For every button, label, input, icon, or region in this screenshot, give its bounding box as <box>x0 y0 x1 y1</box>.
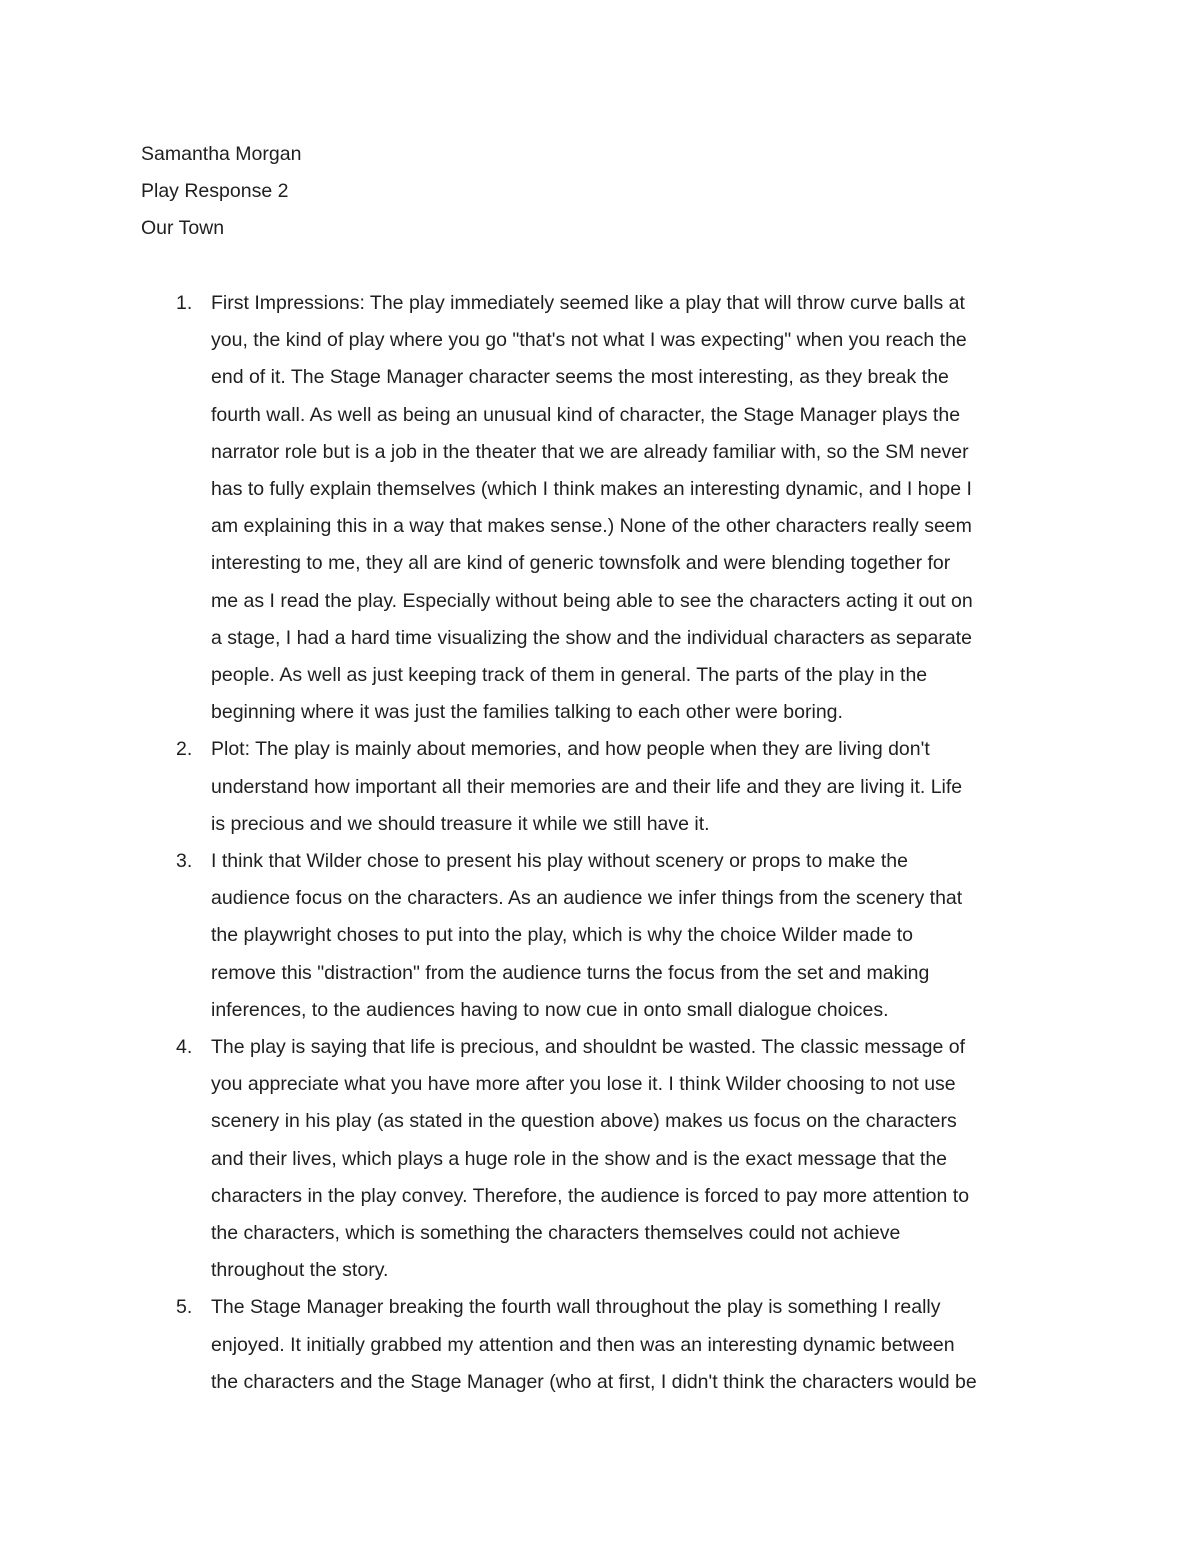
author-name: Samantha Morgan <box>141 143 302 165</box>
response-line: the playwright choses to put into the play, which is why the choice Wilder made to <box>211 924 913 947</box>
response-item-2 <box>141 731 1081 843</box>
assignment-title: Play Response 2 <box>141 180 289 203</box>
response-line: interesting to me, they all are kind of generic townsfolk and were blending together for <box>211 552 951 575</box>
response-line: the characters and the Stage Manager (who at first, I didn't think the characters would be <box>211 1370 977 1393</box>
response-number: 5. <box>176 1296 193 1319</box>
response-line: has to fully explain themselves (which I think makes an interesting dynamic, and I hope I <box>211 478 972 501</box>
response-line: is precious and we should treasure it while we still have it. <box>211 812 710 835</box>
response-line: scenery in his play (as stated in the question above) makes us focus on the characters <box>211 1110 957 1133</box>
response-number: 1. <box>176 292 193 314</box>
response-line: a stage, I had a hard time visualizing the show and the individual characters as separate <box>211 626 972 649</box>
response-number: 4. <box>176 1036 193 1059</box>
response-line: you appreciate what you have more after you lose it. I think Wilder choosing to not use <box>211 1073 956 1096</box>
response-line: end of it. The Stage Manager character seems the most interesting, as they break the <box>211 366 949 389</box>
response-line: First Impressions: The play immediately seemed like a play that will throw curve balls at <box>211 292 965 314</box>
response-line: inferences, to the audiences having to now cue in onto small dialogue choices. <box>211 998 889 1021</box>
play-title: Our Town <box>141 217 225 240</box>
response-line: am explaining this in a way that makes sense.) None of the other characters really seem <box>211 515 972 538</box>
response-line: you, the kind of play where you go "that's not what I was expecting" when you reach the <box>211 329 967 352</box>
response-line: the characters, which is something the characters themselves could not achieve <box>211 1222 901 1245</box>
response-number: 2. <box>176 738 193 761</box>
response-text <box>211 1289 1081 1401</box>
response-line: and their lives, which plays a huge role in the show and is the exact message that the <box>211 1147 948 1170</box>
response-text <box>211 1029 1081 1289</box>
response-line: The Stage Manager breaking the fourth wall throughout the play is something I really <box>211 1296 941 1319</box>
response-line: people. As well as just keeping track of them in general. The parts of the play in the <box>211 664 928 687</box>
response-item-3 <box>141 843 1081 1029</box>
response-line: understand how important all their memories are and their life and they are living it. Life <box>211 775 963 798</box>
response-line: Plot: The play is mainly about memories, and how people when they are living don't <box>211 738 930 761</box>
response-line: me as I read the play. Especially without being able to see the characters acting it out on <box>211 589 973 612</box>
response-line: remove this "distraction" from the audience turns the focus from the set and making <box>211 961 930 984</box>
response-line: I think that Wilder chose to present his play without scenery or props to make the <box>211 850 908 873</box>
response-text <box>211 731 1081 843</box>
response-line: audience focus on the characters. As an audience we infer things from the scenery that <box>211 887 963 910</box>
document-header <box>141 136 1081 248</box>
response-line: The play is saying that life is precious, and shouldnt be wasted. The classic message of <box>211 1036 966 1059</box>
response-line: narrator role but is a job in the theater that we are already familiar with, so the SM never <box>211 440 969 463</box>
response-number: 3. <box>176 850 193 873</box>
response-text <box>211 843 1081 1029</box>
response-line: beginning where it was just the families talking to each other were boring. <box>211 701 843 724</box>
response-item-1 <box>141 285 1081 731</box>
response-line: fourth wall. As well as being an unusual kind of character, the Stage Manager plays the <box>211 403 961 426</box>
response-item-5 <box>141 1289 1081 1401</box>
response-line: enjoyed. It initially grabbed my attention and then was an interesting dynamic between <box>211 1333 955 1356</box>
response-line: characters in the play convey. Therefore, the audience is forced to pay more attention to <box>211 1184 970 1207</box>
response-text <box>211 285 1081 731</box>
response-line: throughout the story. <box>211 1259 389 1282</box>
response-list <box>141 285 1081 1401</box>
response-item-4 <box>141 1029 1081 1289</box>
